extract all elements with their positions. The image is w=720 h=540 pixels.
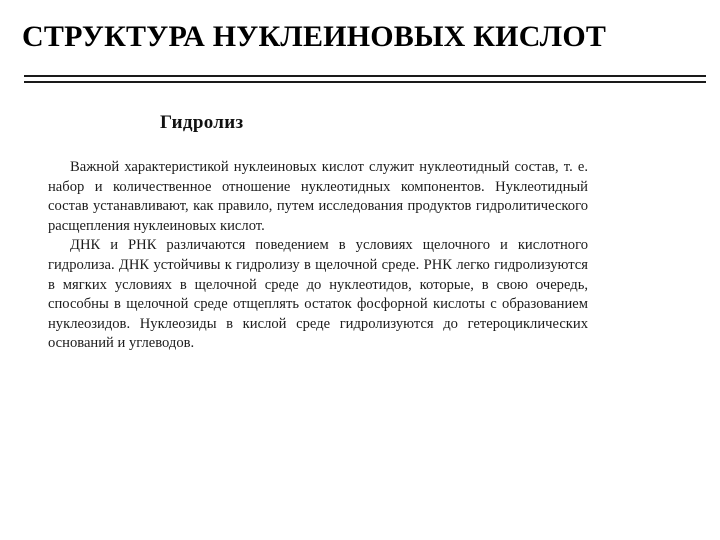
title-divider-top xyxy=(24,75,706,77)
scanned-text-block xyxy=(48,112,588,354)
section-heading: Гидролиз xyxy=(160,112,244,133)
paragraph-nucleotide-composition: Важной характеристикой нуклеиновых кислот служит нуклеотидный состав, т. е. набор и количественное отношение нуклеотидных компонентов. Нуклеотидный состав устанавливают, как правило, путем исследования продуктов гидролитического расщепления нуклеиновых кислот. xyxy=(48,159,588,234)
paragraph-dna-rna-hydrolysis: ДНК и РНК различаются поведением в условиях щелочного и кислотного гидролиза. ДНК устойчивы к гидролизу в щелочной среде. РНК легко гидролизуются в мягких условиях в щелочной среде до нуклеотидов, которые, в свою очередь, способны в щелочной среде отщеплять остаток фосфорной кислоты с образованием нуклеозидов. Нуклеозиды в кислой среде гидролизуются до гетероциклических оснований и углеводов. xyxy=(48,237,588,352)
slide-title: СТРУКТУРА НУКЛЕИНОВЫХ КИСЛОТ xyxy=(22,20,607,53)
title-divider-bottom xyxy=(24,81,706,83)
